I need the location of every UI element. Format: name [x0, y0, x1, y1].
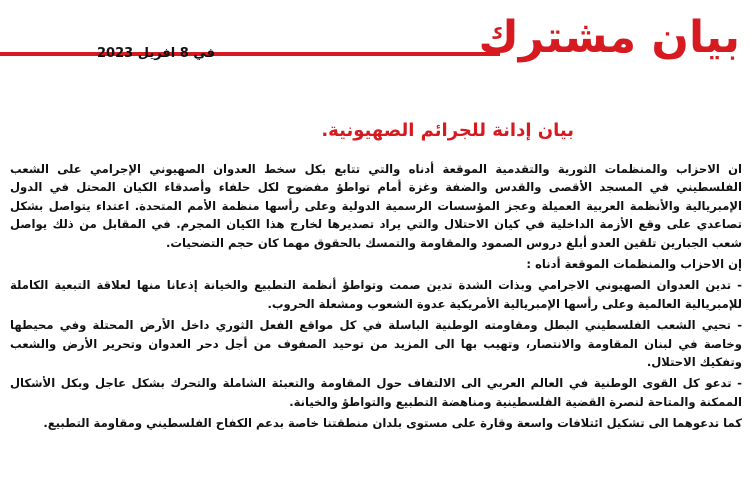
statement-header [0, 0, 754, 105]
points-heading: إن الاحزاب والمنظمات الموقعة أدناه : [526, 257, 742, 272]
header-divider-line [0, 52, 500, 56]
intro-paragraph: ان الاحزاب والمنظمات الثورية والتقدمية الموقعة أدناه والتي تتابع بكل سخط العدوان الصهيوني الإجرامي على الشعب الفلسطيني في المسجد الأقصى والقدس والضفة وغزة أمام تواطؤ مفضوح لكل حلفاء وأصدقاء الكيان المحتل في الدول الإمبريالية والأنظمة العربية العميلة وعجز المؤسسات الرسمية الدولية وعلى رأسها منظمة الأمم المتحدة. اعتداء يتواصل بشكل تصاعدي على وقع الأزمة الداخلية في كيان الاحتلال والتي يراد تصديرها لخارج هذا الكيان المجرم. في المقابل من ذلك يواصل شعب الجبارين تلقين العدو أبلغ دروس الصمود والمقاومة والتمسك بالحقوق مهما كان حجم التضحيات. [10, 162, 742, 250]
statement-body [10, 160, 742, 436]
point-item: - تحيي الشعب الفلسطيني البطل ومقاومته الوطنية الباسلة في كل مواقع الفعل الثوري داخل الأرض المحتلة وفي محيطها وخاصة في لبنان المقاومة والانتصار، وتهيب بها الى المزيد من توحيد الصفوف من أجل دحر العدوان وتحرير الأرض والشعب وتفكيك الاحتلال. [10, 318, 742, 370]
document-title: بيان إدانة للجرائم الصهيونية. [321, 120, 574, 141]
point-item: - تدعو كل القوى الوطنية في العالم العربي الى الالتفاف حول المقاومة والتعبئة الشاملة والتحرك بشكل عاجل وبكل الأشكال الممكنة والمتاحة لنصرة القضية الفلسطينية ومناهضة التطبيع والتواطؤ والخيانة. [10, 376, 742, 409]
statement-type-title: بيان مشترك [478, 12, 740, 63]
point-item: كما تدعوهما الى تشكيل ائتلافات واسعة وقارة على مستوى بلدان منطقتنا خاصة بدعم الكفاح الفلسطيني ومقاومة التطبيع. [43, 416, 742, 431]
point-item: - تدين العدوان الصهيوني الاجرامي وبذات الشدة تدين صمت وتواطؤ أنظمة التطبيع والخيانة إذعانا منها لعلاقة التبعية الكاملة للإمبريالية العالمية وعلى رأسها الإمبريالية الأمريكية عدوة الشعوب ومشعلة الحروب. [10, 278, 742, 311]
statement-date: في 8 افريل 2023 [97, 46, 216, 61]
